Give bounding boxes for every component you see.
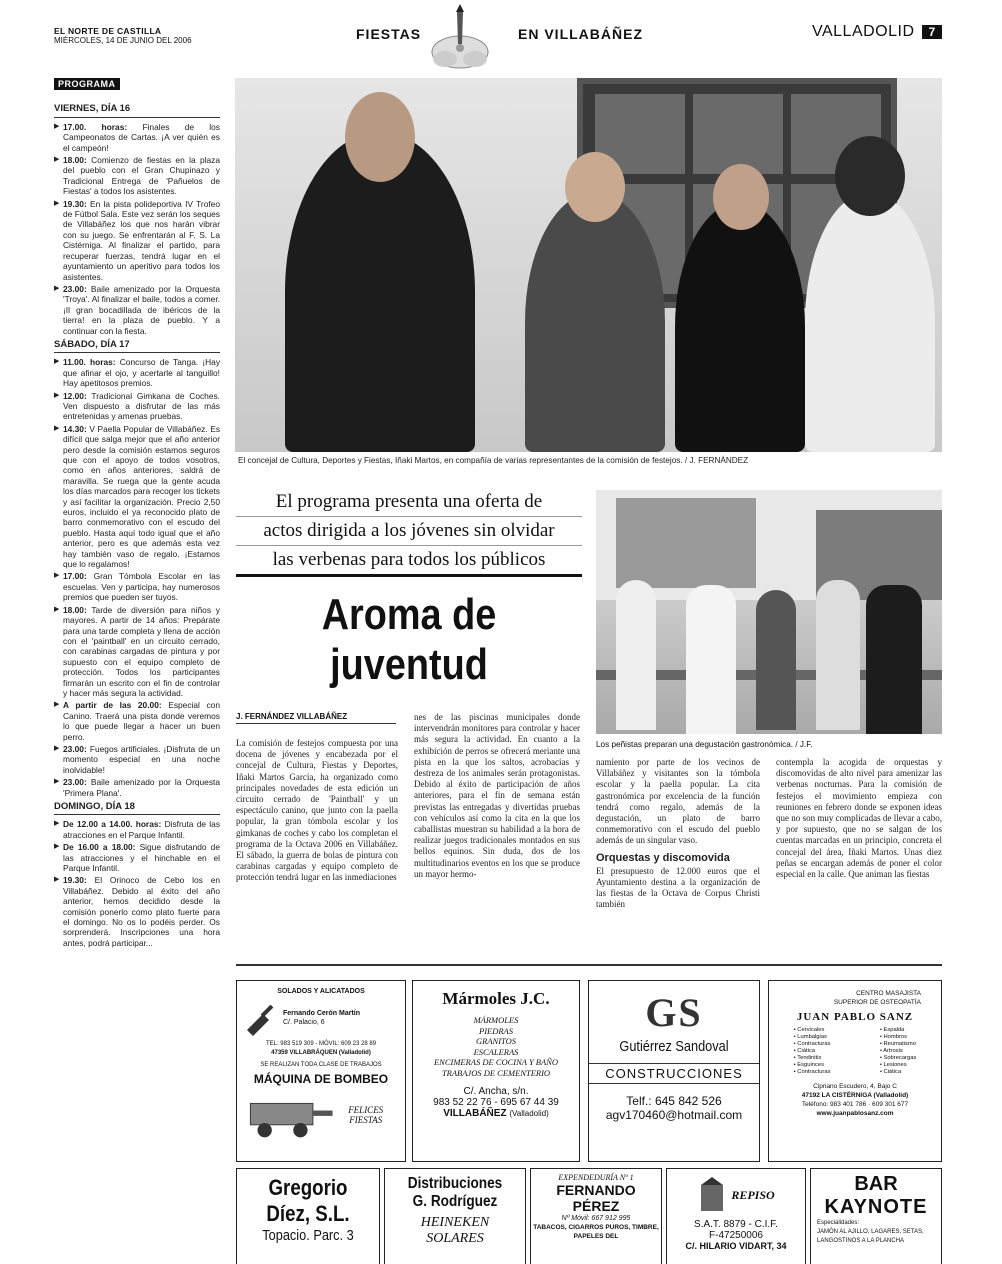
column-3b-text: El presupuesto de 12.000 euros que el Ayuntamiento destina a la organización de las fiestas de la Octava de Corpus Christi también [596,865,760,910]
event-text: Finales de los Campeonatos de Cartas. ¡A ver quién es el campeón! [63,121,220,153]
ad-jps-name: JUAN PABLO SANZ [796,1011,914,1023]
ad-gutierrez-sub: CONSTRUCCIONES [589,1063,759,1084]
ad-gregorio-line1: Gregorio [268,1175,348,1200]
program-event [54,284,220,336]
event-time: De 12.00 a 14.00. horas: [63,819,162,830]
ad-marmoles-items [413,1015,579,1078]
article-column-3 [596,757,760,960]
marmoles-item: TRABAJOS DE CEMENTERIO [441,1067,551,1078]
event-text: Disfruta de las atracciones en el Parque Infantil. [63,819,220,840]
issue-date: MIÉRCOLES, 14 DE JUNIO DEL 2006 [54,36,192,45]
ad-jps-left-list [794,1027,831,1076]
ad-jps-tel: Teléfono: 983 401 786 · 609 301 677 [801,1101,909,1108]
ad-solados-cp: 47359 VILLABRÁQUEN (Valladolid) [271,1050,371,1056]
event-text: El Orinoco de Cebo los en Villabáñez. Debido al éxito del año anterior, hemos decidido desde la comisión ponerlo como plato fuerte para el domingo. No os lo podéis perder. Os sorprenderá. Inscripciones una hora antes, podrá participar... [63,875,220,948]
ad-dist-line2: G. Rodríguez [412,1193,498,1210]
event-time: 19.30: [63,875,87,886]
ad-marmoles-prov: (Valladolid) [509,1109,549,1118]
ad-solados-name: Fernando Cerón Martín [283,1010,361,1017]
ad-repiso-brand: REPISO [731,1187,775,1202]
event-text: Concurso de Tanga. ¡Hay que afinar el ojo, y acertarle al tanguillo! Hay apetitosos premios. [63,357,220,389]
day-heading: DOMINGO, DÍA 18 [54,802,220,815]
deck-line-3: las verbenas para todos los públicos [236,546,582,577]
ad-distribuciones[interactable] [384,1168,526,1264]
jps-list-item: • Sobrecargas [879,1055,917,1061]
ad-gutierrez-tel: Telf.: 645 842 526 [626,1094,722,1108]
deck-line-2: actos dirigida a los jóvenes sin olvidar [236,517,582,546]
event-text: Sigue disfrutando de las atracciones y el hinchable en el Parque Infantil. [63,842,220,874]
ad-solados-addr: C/. Palacio, 6 [283,1019,325,1026]
ad-gutierrez-mail: agv170460@hotmail.com [605,1108,743,1122]
event-text: Tarde de diversión para niños y mayores. A partir de 14 años: Prepárate para una tarde completa y llena de acción con el 'paintball' en un circuito cerrado, con carabinas cargadas de pintura y por supuesto con el equipo completo de protección. Todos los participantes firmarán un escrito con el fin de controlar y hacer más segura la actividad. [63,604,220,698]
ad-solados-note: SE REALIZAN TODA CLASE DE TRABAJOS [260,1062,382,1068]
jps-list-item: • Tendinitis [793,1055,822,1061]
ad-marmoles-addr: C/. Ancha, s/n. [463,1086,529,1097]
jps-list-item: • Contracturas [793,1041,831,1047]
marmoles-item: ESCALERAS [473,1046,519,1057]
ad-repiso-cif: F-47250006 [709,1230,763,1241]
event-text: Gran Tómbola Escolar en las escuelas. Ven y participa, hay numerosos premios que pueden ser tuyos. [63,571,220,603]
event-time: 23.00: [63,283,87,294]
ad-repiso-sat: S.A.T. 8879 - C.I.F. [694,1219,778,1230]
rocket-illustration [425,4,495,72]
person-woman-3 [805,192,935,452]
marmoles-item: MÁRMOLES [473,1015,519,1025]
event-time: De 16.00 a 18.00: [63,842,136,853]
page-number: 7 [922,25,942,39]
program-event [54,357,220,388]
event-time: 14.30: [63,423,87,434]
ad-solados-tel: TEL: 983 519 309 - MÓVIL: 609 23 28 89 [265,1041,377,1047]
event-time: 23.00: [63,777,87,788]
event-time: 18.00: [63,155,87,166]
marmoles-item: PIEDRAS [479,1025,513,1036]
ad-bar-line1: BAR [854,1173,898,1195]
ad-gutierrez-logo: GS [645,990,703,1035]
ad-jps-web: www.juanpablosanz.com [816,1110,894,1117]
jps-list-item: • Ciática [879,1069,902,1075]
event-text: Comienzo de fiestas en la plaza del pueblo con el Gran Chupinazo y Tradicional Entrega de 'Pañuelos de Fiestas' a todos los asistentes. [63,155,220,197]
ad-bar-line2: KAYNOTE [824,1196,928,1218]
article-deck [236,488,582,577]
event-text: V Paella Popular de Villabáñez. Es difícil que salga mejor que el año anterior pero desde la comisión estamos seguros que con el apoyo de todos vosotros, como en años anteriores, saldrá de maravilla. Se ruega que la gente acuda los días marcados para recoger los tickets y así facilitar la organización. Precio 2,50 euros, incluido el ya reconocido plato de barro conmemorativo con el escudo del pueblo. Hasta aquí todo igual que el año anterior, pero es que además esta vez hay también vaso de regalo. ¡Estamos que lo regalamos! [63,423,220,570]
pump-machine-icon [245,1088,334,1142]
ad-dist-line3: HEINEKEN [420,1215,490,1230]
ad-bar-sub: Especialidades: [817,1220,860,1226]
jps-list-item: • Hombros [879,1034,907,1040]
title-line-1: Aroma de [321,590,497,639]
building-icon [697,1177,727,1213]
ad-marmoles[interactable] [412,980,580,1162]
jps-list-item: • Lesiones [879,1062,907,1068]
jps-list-item: • Esguinces [793,1062,825,1068]
program-event [54,199,220,282]
event-text: Fuegos artificiales. ¡Disfruta de un momento especial en una noche inolvidable! [63,743,220,775]
person-woman-1 [525,192,665,452]
program-event [54,777,220,798]
ad-fp-line1: FERNANDO [556,1182,636,1198]
jps-list-item: • Espalda [879,1027,905,1033]
ad-marmoles-name: Mármoles J.C. [442,989,550,1008]
city-label: VALLADOLID [812,23,915,40]
column-3-text: namiento por parte de los vecinos de Villabáñez y visitantes son la tómbola escolar y la paella popular. La cita gastronómica por excelencia de la función tendrá como regalo, además de la degustación, un plato de barro conmemorativo con el escudo del pueblo además de un singular vaso. [596,757,760,846]
ad-marmoles-town: VILLABÁÑEZ [443,1108,507,1119]
event-time: 12.00: [63,390,87,401]
program-event [54,391,220,422]
ad-repiso-addr: C/. HILARIO VIDART, 34 [685,1241,787,1251]
program-event [54,819,220,840]
ad-gregorio-line2: Díez, S.L. [266,1201,350,1226]
program-event [54,155,220,197]
event-text: Baile amenizado por la Orquesta 'Primera Plana'. [63,777,220,798]
event-time: 18.00: [63,604,87,615]
ad-fernando-perez[interactable] [530,1168,662,1264]
marmoles-item: GRANITOS [476,1036,516,1046]
ad-gregorio[interactable] [236,1168,380,1264]
jps-list-item: • Artrosis [879,1048,903,1054]
event-time: 17.00. horas: [63,121,128,132]
secondary-photo-caption: Los peñistas preparan una degustación gastronómica. / J.F. [596,740,813,749]
article-title [260,590,558,690]
program-event [54,700,220,742]
main-photo-caption: El concejal de Cultura, Deportes y Fiestas, Iñaki Martos, en compañía de varias representantes de la comisión de festejos. / J. FERNÁNDEZ [238,456,749,465]
deck-line-1: El programa presenta una oferta de [236,488,582,517]
ad-solados-top: SOLADOS Y ALICATADOS [277,988,365,995]
event-time: 19.30: [63,198,87,209]
ad-bar-items: JAMÓN AL AJILLO, LAGARES, SETAS, LANGOSTINOS A LA PLANCHA [817,1229,924,1244]
ad-jps-cp: 47192 LA CISTÉRNIGA (Valladolid) [801,1092,909,1099]
article-column-1: La comisión de festejos compuesta por una docena de jóvenes y encabezada por el concejal de Cultura, Fiestas y Deportes, Iñaki Martos García, ha organizado como principales novedades de esta edición un circuito cerrado de 'Paintball' y un espectáculo canino, que junto con la paella popular, la gran tómbola escolar y los gimkanas de coches y cabo los completan el programa de la Octava 2006 en Villabáñez. El sábado, la guerra de bolas de pintura con carabinas cargadas y equipo completo de protección tendrá lugar en las inmediaciones [236,738,398,883]
ads-divider [236,964,942,966]
jps-list-item: • Reumatismo [879,1041,916,1047]
ad-gutierrez-name: Gutiérrez Sandoval [619,1038,729,1055]
event-time: 17.00: [63,571,87,582]
ad-fp-tel: Nº Móvil: 667 912 995 [561,1215,631,1222]
ad-bar-kaynote[interactable] [810,1168,942,1264]
ad-jps-addr: Cipriano Escudero, 4, Bajo C [813,1083,897,1090]
ad-fp-note: TABACOS, CIGARROS PUROS, TIMBRE, PAPELES DEL [533,1224,659,1240]
program-tag: PROGRAMA [54,78,120,90]
article-column-4: contempla la acogida de orquestas y discomovidas de alto nivel para amenizar las verbenas nocturnas. Para la comisión de festejos el movimiento empieza con reuniones en febrero donde se exponen ideas que no son muy complicadas de llevar a cabo, y por supuesto, que no se salgan de los cuentas marcadas en un principio, concreta el concejal del área, Iñaki Martos. Unas diez peñas se encargan además de poner el color especial en la calle. Que animan las fiestas [776,757,942,880]
ad-gutierrez[interactable] [588,980,760,1162]
event-time: A partir de las 20.00: [63,700,162,711]
program-event [54,605,220,699]
ad-repiso[interactable] [666,1168,806,1264]
ad-solados-machine: MÁQUINA DE BOMBEO [253,1072,389,1086]
program-event [54,875,220,948]
ad-dist-line1: Distribuciones [407,1175,503,1192]
person-woman-2 [675,202,805,452]
section-title-left: FIESTAS [356,26,422,42]
program-event [54,571,220,602]
ad-solados-wish: FELICES FIESTAS [348,1105,384,1125]
ad-fp-line2: PÉREZ [572,1198,620,1214]
event-text: Baile amenizado por la Orquesta 'Troya'. Al finalizar el baile, todos a comer. ¡Il gran bocadillada de ibéricos de la tierra! en la plaza de pueblo. Y a continuar con la fiesta. [63,283,220,336]
article-column-2: nes de las piscinas municipales donde intervendrán monitores para controlar y hacer más segura la actividad. En cuanto a la exhibición de perros se ofrecerá meriante una pista en la que los saltos, acrobacias y destreza de los animales serán protagonistas. Debido al éxito de participación de años anteriores, para el fin de semana están previstas las entregadas y divertidas pruebas con vehículos así como la cita en la que los caballistas muestran su habilidad a la hora de realizar juegos tradicionales montados en sus bellos equinos. Sin duda, dos de los multitudinarios eventos en los que se produce un mayor hermo- [414,712,580,879]
program-sidebar [54,78,220,1264]
day-heading: SÁBADO, DÍA 17 [54,340,220,353]
masthead [54,26,192,46]
jps-list-item: • Lumbalgias [793,1034,827,1040]
ad-juan-pablo-sanz[interactable] [768,980,942,1162]
subheading-orquestas: Orquestas y discomovida [596,851,730,864]
event-text: Especial con Canino. Traerá una pista donde veremos lo que puede llegar a hacer un buen perro. [63,700,220,742]
jps-list-item: • Contracturas [793,1069,831,1075]
ad-marmoles-tel: 983 52 22 76 - 695 67 44 39 [433,1097,559,1108]
ad-dist-line4: SOLARES [426,1231,484,1246]
program-event [54,122,220,153]
ad-jps-top: CENTRO MASAJISTA SUPERIOR DE OSTEOPATÍA [833,990,921,1006]
event-time: 11.00. horas: [63,357,116,368]
program-event [54,744,220,775]
byline: J. FERNÁNDEZ VILLABÁÑEZ [236,712,396,724]
marmoles-item: ENCIMERAS DE COCINA Y BAÑO [433,1057,559,1067]
jps-list-item: • Ciática [793,1048,816,1054]
section-title-right: EN VILLABÁÑEZ [518,26,643,42]
publication-name: EL NORTE DE CASTILLA [54,26,162,36]
ad-solados[interactable] [236,980,406,1162]
event-time: 23.00: [63,743,87,754]
program-event [54,424,220,570]
ad-fp-top: EXPENDEDURÍA Nº 1 [558,1173,634,1182]
main-photo [235,78,942,452]
trowel-icon [243,1000,279,1036]
program-event [54,842,220,873]
jps-list-item: • Cervicales [793,1027,825,1033]
day-heading: VIERNES, DÍA 16 [54,104,220,117]
ad-gregorio-line3: Topacio. Parc. 3 [262,1227,354,1244]
ad-jps-right-list [880,1027,917,1076]
title-line-2: juventud [330,640,488,689]
event-text: Tradicional Gimkana de Coches. Ven dispuesto a disfrutar de las más entretenidas y amenas pruebas. [63,390,220,422]
event-text: En la pista polideportiva IV Trofeo de Fútbol Sala. Este vez serán los seques de Villabáñez los que nos harán vibrar con su juego. Se enfrentarán al F. S. La Cistérniga. Al finalizar el partido, para recuperar fuerzas, tendrá lugar en el ayuntamiento un aperitivo para todos los asistentes. [63,198,220,282]
secondary-photo [596,490,942,734]
